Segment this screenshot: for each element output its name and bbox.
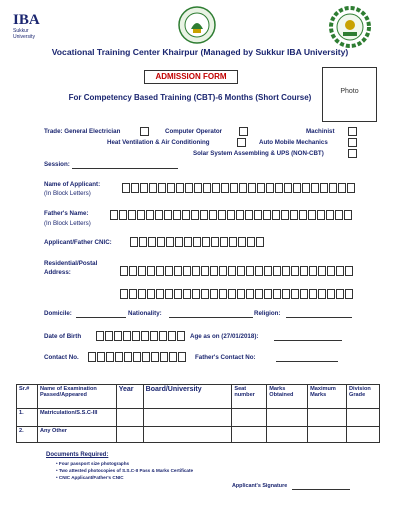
sindh-government-seal-icon xyxy=(177,5,217,45)
iba-logo xyxy=(11,10,51,44)
computer-operator-label: Computer Operator xyxy=(165,128,223,135)
address-cells-row1[interactable] xyxy=(120,266,354,276)
table-row xyxy=(17,427,380,443)
religion-label: Religion: xyxy=(254,310,281,317)
machinist-checkbox[interactable] xyxy=(348,127,357,136)
svg-text:Sukkur: Sukkur xyxy=(13,28,29,34)
row-examination: Any Other xyxy=(37,427,116,443)
header-division-grade: Division Grade xyxy=(347,385,380,409)
contact-cells[interactable] xyxy=(88,352,187,362)
signature-field[interactable] xyxy=(292,489,350,490)
cnic-label: Applicant/Father CNIC: xyxy=(44,239,112,246)
header-seat-number: Seat number xyxy=(232,385,267,409)
division-cell[interactable] xyxy=(347,409,380,427)
age-field[interactable] xyxy=(274,340,342,341)
religion-field[interactable] xyxy=(286,317,352,318)
address-label-line1: Residential/Postal xyxy=(44,260,98,267)
solar-system-label: Solar System Assembling & UPS (NON-CBT) xyxy=(193,150,324,157)
education-table-header-row xyxy=(17,385,380,409)
father-contact-label: Father's Contact No: xyxy=(195,354,256,361)
education-table xyxy=(16,384,380,443)
domicile-field[interactable] xyxy=(76,317,126,318)
document-item-text: CNIC Applicant/Father's CNIC xyxy=(58,475,124,480)
header-year: Year xyxy=(116,385,143,409)
contact-label: Contact No. xyxy=(44,354,79,361)
list-item: • CNIC Applicant/Father's CNIC xyxy=(56,475,124,480)
applicant-name-cells[interactable] xyxy=(122,183,356,193)
computer-operator-checkbox[interactable] xyxy=(239,127,248,136)
father-contact-field[interactable] xyxy=(276,361,338,362)
row-examination: Matriculation/S.S.C-III xyxy=(37,409,116,427)
nationality-field[interactable] xyxy=(169,317,253,318)
address-label-line2: Address: xyxy=(44,269,71,276)
hvac-label: Heat Ventilation & Air Conditioning xyxy=(107,139,210,146)
applicant-signature-label: Applicant's Signature xyxy=(232,483,288,489)
applicant-name-label: Name of Applicant: xyxy=(44,181,101,188)
documents-list xyxy=(56,460,193,481)
document-item-text: Four passport size photographs xyxy=(58,461,130,466)
seat-cell[interactable] xyxy=(232,427,267,443)
father-block-letters-note: (In Block Letters) xyxy=(44,220,91,227)
row-sr: 2. xyxy=(17,427,38,443)
maximum-marks-cell[interactable] xyxy=(308,409,347,427)
header-maximum-marks: Maximum Marks xyxy=(308,385,347,409)
domicile-label: Domicile: xyxy=(44,310,72,317)
solar-system-checkbox[interactable] xyxy=(348,149,357,158)
board-cell[interactable] xyxy=(143,409,232,427)
course-subtitle: For Competency Based Training (CBT)-6 Months (Short Course) xyxy=(68,93,312,102)
marks-obtained-cell[interactable] xyxy=(267,427,308,443)
center-title: Vocational Training Center Khairpur (Managed by Sukkur IBA University) xyxy=(51,47,349,57)
auto-mobile-mechanics-label: Auto Mobile Mechanics xyxy=(259,139,328,146)
machinist-label: Machinist xyxy=(306,128,335,135)
applicant-block-letters-note: (In Block Letters) xyxy=(44,190,91,197)
father-name-cells[interactable] xyxy=(110,210,353,220)
board-cell[interactable] xyxy=(143,427,232,443)
division-cell[interactable] xyxy=(347,427,380,443)
photo-box[interactable] xyxy=(322,67,377,122)
trade-general-electrician-label: Trade: General Electrician xyxy=(44,128,121,135)
nationality-label: Nationality: xyxy=(128,310,162,317)
header-examination: Name of Examination Passed/Appeared xyxy=(37,385,116,409)
dob-cells[interactable] xyxy=(96,331,186,341)
document-item-text: Two attested photocopies of S.S.C-II Pass & Marks Certificate xyxy=(58,468,194,473)
admission-form-label: ADMISSION FORM xyxy=(144,70,238,84)
row-sr: 1. xyxy=(17,409,38,427)
maximum-marks-cell[interactable] xyxy=(308,427,347,443)
dob-label: Date of Birth xyxy=(44,333,82,340)
table-row xyxy=(17,409,380,427)
hvac-checkbox[interactable] xyxy=(237,138,246,147)
session-field[interactable] xyxy=(72,168,178,169)
year-cell[interactable] xyxy=(116,427,143,443)
session-label: Session: xyxy=(44,161,70,168)
marks-obtained-cell[interactable] xyxy=(267,409,308,427)
year-cell[interactable] xyxy=(116,409,143,427)
cnic-cells[interactable] xyxy=(130,237,265,247)
general-electrician-checkbox[interactable] xyxy=(140,127,149,136)
svg-text:University: University xyxy=(13,34,35,40)
age-as-on-label: Age as on (27/01/2018): xyxy=(190,333,259,340)
vocational-center-gear-logo-icon xyxy=(328,5,372,49)
photo-label: Photo xyxy=(340,88,359,95)
address-cells-row2[interactable] xyxy=(120,289,354,299)
svg-text:IBA: IBA xyxy=(13,12,40,28)
father-name-label: Father's Name: xyxy=(44,210,89,217)
header-board: Board/University xyxy=(143,385,232,409)
header-sr: Sr.# xyxy=(17,385,38,409)
header-marks-obtained: Marks Obtained xyxy=(267,385,308,409)
auto-mobile-checkbox[interactable] xyxy=(348,138,357,147)
list-item: • Two attested photocopies of S.S.C-II Pass & Marks Certificate xyxy=(56,468,194,473)
seat-cell[interactable] xyxy=(232,409,267,427)
list-item: • Four passport size photographs xyxy=(56,461,130,466)
documents-title: Documents Required: xyxy=(46,452,109,458)
